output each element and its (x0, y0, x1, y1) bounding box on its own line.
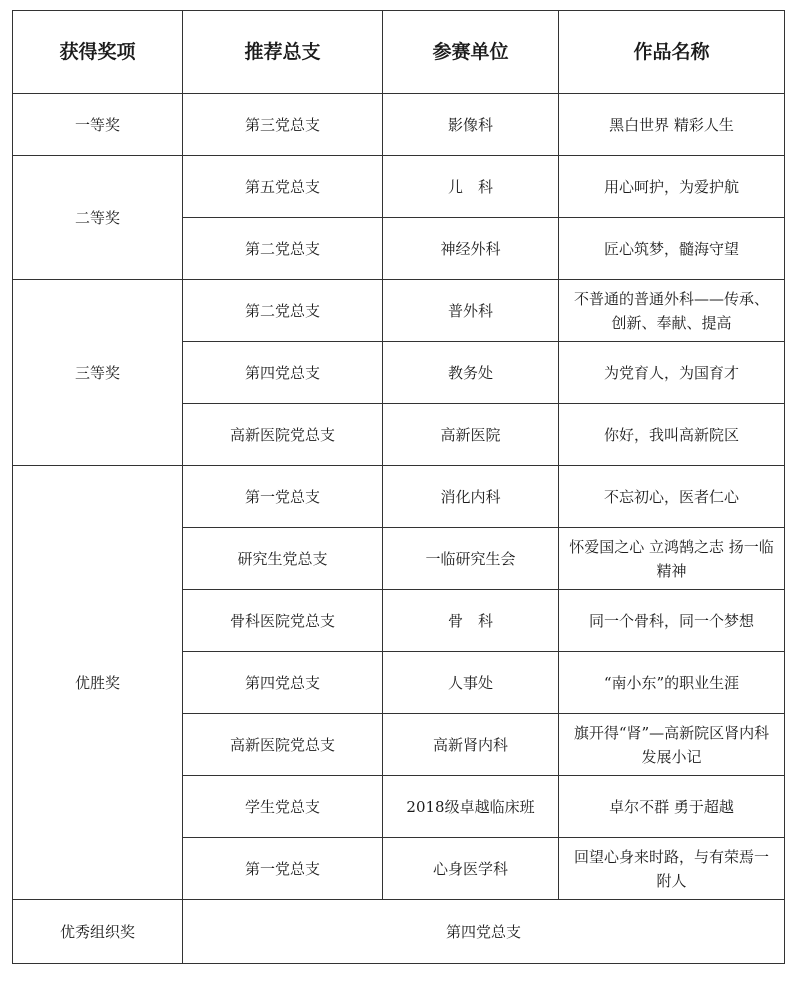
work-cell: 不忘初心，医者仁心 (559, 466, 785, 528)
branch-cell: 第二党总支 (183, 218, 383, 280)
branch-cell: 第五党总支 (183, 156, 383, 218)
header-row (13, 11, 785, 94)
unit-cell: 神经外科 (383, 218, 559, 280)
work-cell: 黑白世界 精彩人生 (559, 94, 785, 156)
work-cell: “南小东”的职业生涯 (559, 652, 785, 714)
organization-award-row (13, 900, 785, 964)
award-cell: 优胜奖 (13, 466, 183, 900)
table-row (13, 280, 785, 342)
unit-cell: 儿 科 (383, 156, 559, 218)
header-branch: 推荐总支 (183, 11, 383, 94)
header-work: 作品名称 (559, 11, 785, 94)
branch-cell: 高新医院党总支 (183, 714, 383, 776)
unit-cell: 一临研究生会 (383, 528, 559, 590)
header-award: 获得奖项 (13, 11, 183, 94)
branch-cell: 研究生党总支 (183, 528, 383, 590)
award-cell: 三等奖 (13, 280, 183, 466)
branch-cell: 第三党总支 (183, 94, 383, 156)
branch-cell: 第一党总支 (183, 838, 383, 900)
award-cell: 一等奖 (13, 94, 183, 156)
branch-cell: 第四党总支 (183, 342, 383, 404)
branch-cell: 第四党总支 (183, 652, 383, 714)
award-cell: 二等奖 (13, 156, 183, 280)
work-cell: 卓尔不群 勇于超越 (559, 776, 785, 838)
branch-cell: 高新医院党总支 (183, 404, 383, 466)
work-cell: 你好，我叫高新院区 (559, 404, 785, 466)
work-cell: 匠心筑梦，髓海守望 (559, 218, 785, 280)
branch-cell: 骨科医院党总支 (183, 590, 383, 652)
work-cell: 同一个骨科，同一个梦想 (559, 590, 785, 652)
unit-cell: 影像科 (383, 94, 559, 156)
unit-cell: 心身医学科 (383, 838, 559, 900)
branch-cell: 第一党总支 (183, 466, 383, 528)
work-cell: 旗开得“肾”—高新院区肾内科发展小记 (559, 714, 785, 776)
award-cell: 优秀组织奖 (13, 900, 183, 964)
unit-cell: 高新肾内科 (383, 714, 559, 776)
unit-cell: 2018级卓越临床班 (383, 776, 559, 838)
unit-cell: 骨 科 (383, 590, 559, 652)
header-unit: 参赛单位 (383, 11, 559, 94)
work-cell: 怀爱国之心 立鸿鹄之志 扬一临精神 (559, 528, 785, 590)
work-cell: 用心呵护，为爱护航 (559, 156, 785, 218)
work-cell: 回望心身来时路，与有荣焉一附人 (559, 838, 785, 900)
table-row (13, 466, 785, 528)
organization-branch-cell: 第四党总支 (183, 900, 785, 964)
work-cell: 为党育人，为国育才 (559, 342, 785, 404)
unit-cell: 人事处 (383, 652, 559, 714)
awards-table (12, 10, 785, 964)
unit-cell: 普外科 (383, 280, 559, 342)
unit-cell: 高新医院 (383, 404, 559, 466)
branch-cell: 学生党总支 (183, 776, 383, 838)
table-row (13, 156, 785, 218)
unit-cell: 教务处 (383, 342, 559, 404)
table-row (13, 94, 785, 156)
work-cell: 不普通的普通外科——传承、创新、奉献、提高 (559, 280, 785, 342)
unit-cell: 消化内科 (383, 466, 559, 528)
branch-cell: 第二党总支 (183, 280, 383, 342)
